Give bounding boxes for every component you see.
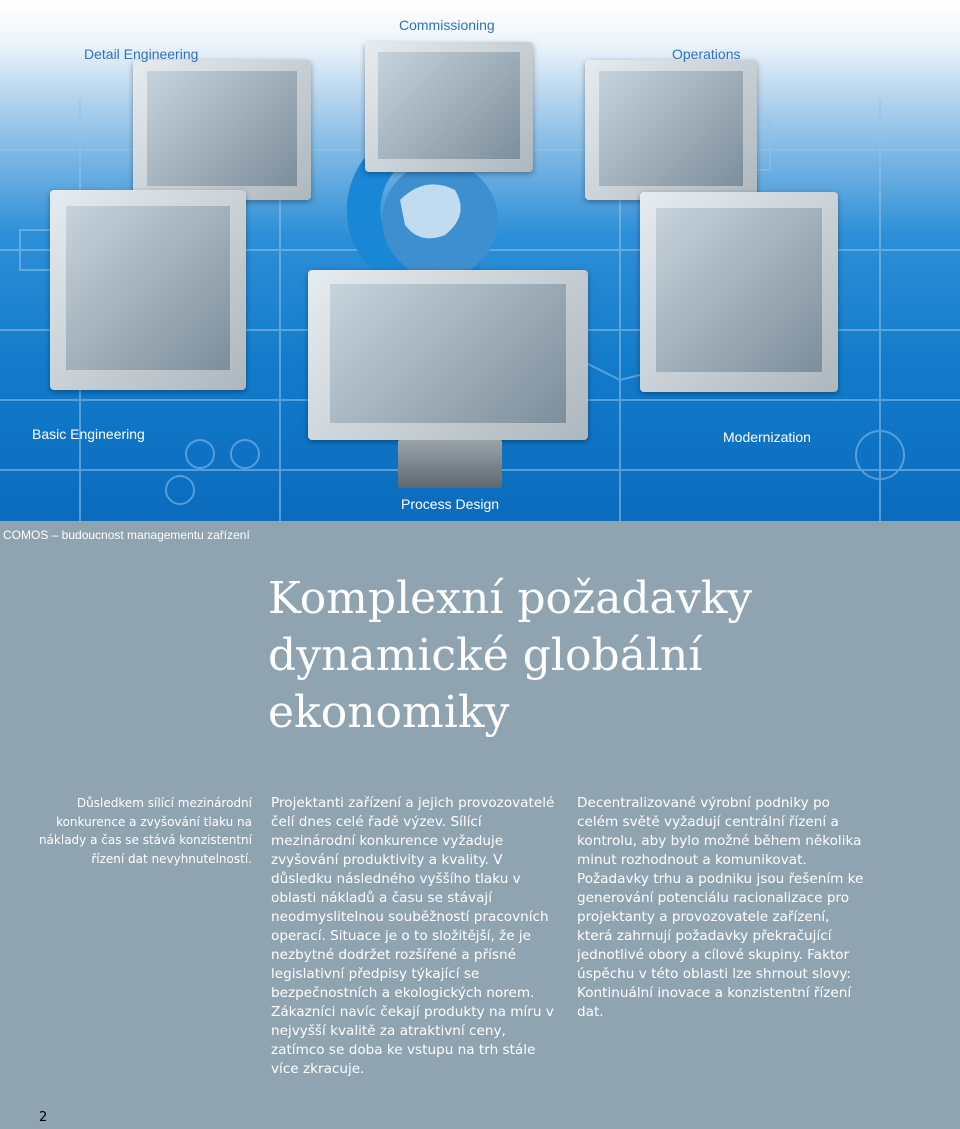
commissioning-photo [378, 52, 519, 159]
monitor-detail-engineering [133, 60, 311, 200]
label-process-design: Process Design [401, 496, 500, 512]
basic-engineering-photo [66, 206, 231, 370]
label-basic-engineering: Basic Engineering [32, 426, 145, 442]
margin-note: Důsledkem sílící mezinárodní konkurence a zvyšování tlaku na náklady a čas se stává konzistentní řízení dat nevyhnutelností. [38, 796, 252, 866]
label-commissioning: Commissioning [399, 17, 495, 33]
page-number: 2 [39, 1110, 48, 1125]
process-design-photo [330, 284, 565, 423]
title-line-1: Komplexní požadavky [268, 573, 753, 624]
section-caption: COMOS – budoucnost managementu zařízení [3, 528, 250, 542]
monitor-basic-engineering [50, 190, 246, 390]
monitor-process-design-stand [398, 440, 502, 488]
page-title [268, 570, 868, 741]
monitor-commissioning [365, 42, 533, 172]
title-line-2: dynamické globální [268, 630, 703, 681]
title-line-3: ekonomiky [268, 687, 510, 738]
detail-engineering-photo [147, 71, 297, 186]
modernization-photo [656, 208, 822, 372]
monitor-process-design [308, 270, 588, 440]
hero-illustration [0, 0, 960, 521]
monitor-modernization [640, 192, 838, 392]
label-operations: Operations [672, 46, 741, 62]
monitor-operations [585, 60, 757, 200]
body-column-2: Decentralizované výrobní podniky po celém světě vyžadují centrální řízení a kontrolu, aby bylo možné během několika minut rozhodnout a komunikovat. Požadavky trhu a podniku jsou řešením ke generování potenciálu racionalizace pro projektanty a provozovatele zařízení, která zahrnují požadavky překračující jednotlivé obory a cílové skupiny. Faktor úspěchu v této oblasti lze shrnout slovy: Kontinuální inovace a konzistentní řízení dat. [577, 795, 864, 1020]
body-column-1: Projektanti zařízení a jejich provozovatelé čelí dnes celé řadě výzev. Sílící mezinárodní konkurence vyžaduje zvyšování produktivity a kvality. V důsledku následného vyššího tlaku v oblasti nákladů a času se stávají neodmyslitelnou souběžností pracovních operací. Situace je o to složitější, že je nezbytné dodržet rozšířené a přísné legislativní předpisy týkající se bezpečnostních a ekologických norem. Zákazníci navíc čekají produkty na míru v nejvyšší kvalitě za atraktivní ceny, zatímco se doba ke vstupu na trh stále více zkracuje. [271, 795, 555, 1077]
label-detail-engineering: Detail Engineering [84, 46, 199, 62]
operations-photo [599, 71, 744, 186]
label-modernization: Modernization [723, 429, 811, 445]
